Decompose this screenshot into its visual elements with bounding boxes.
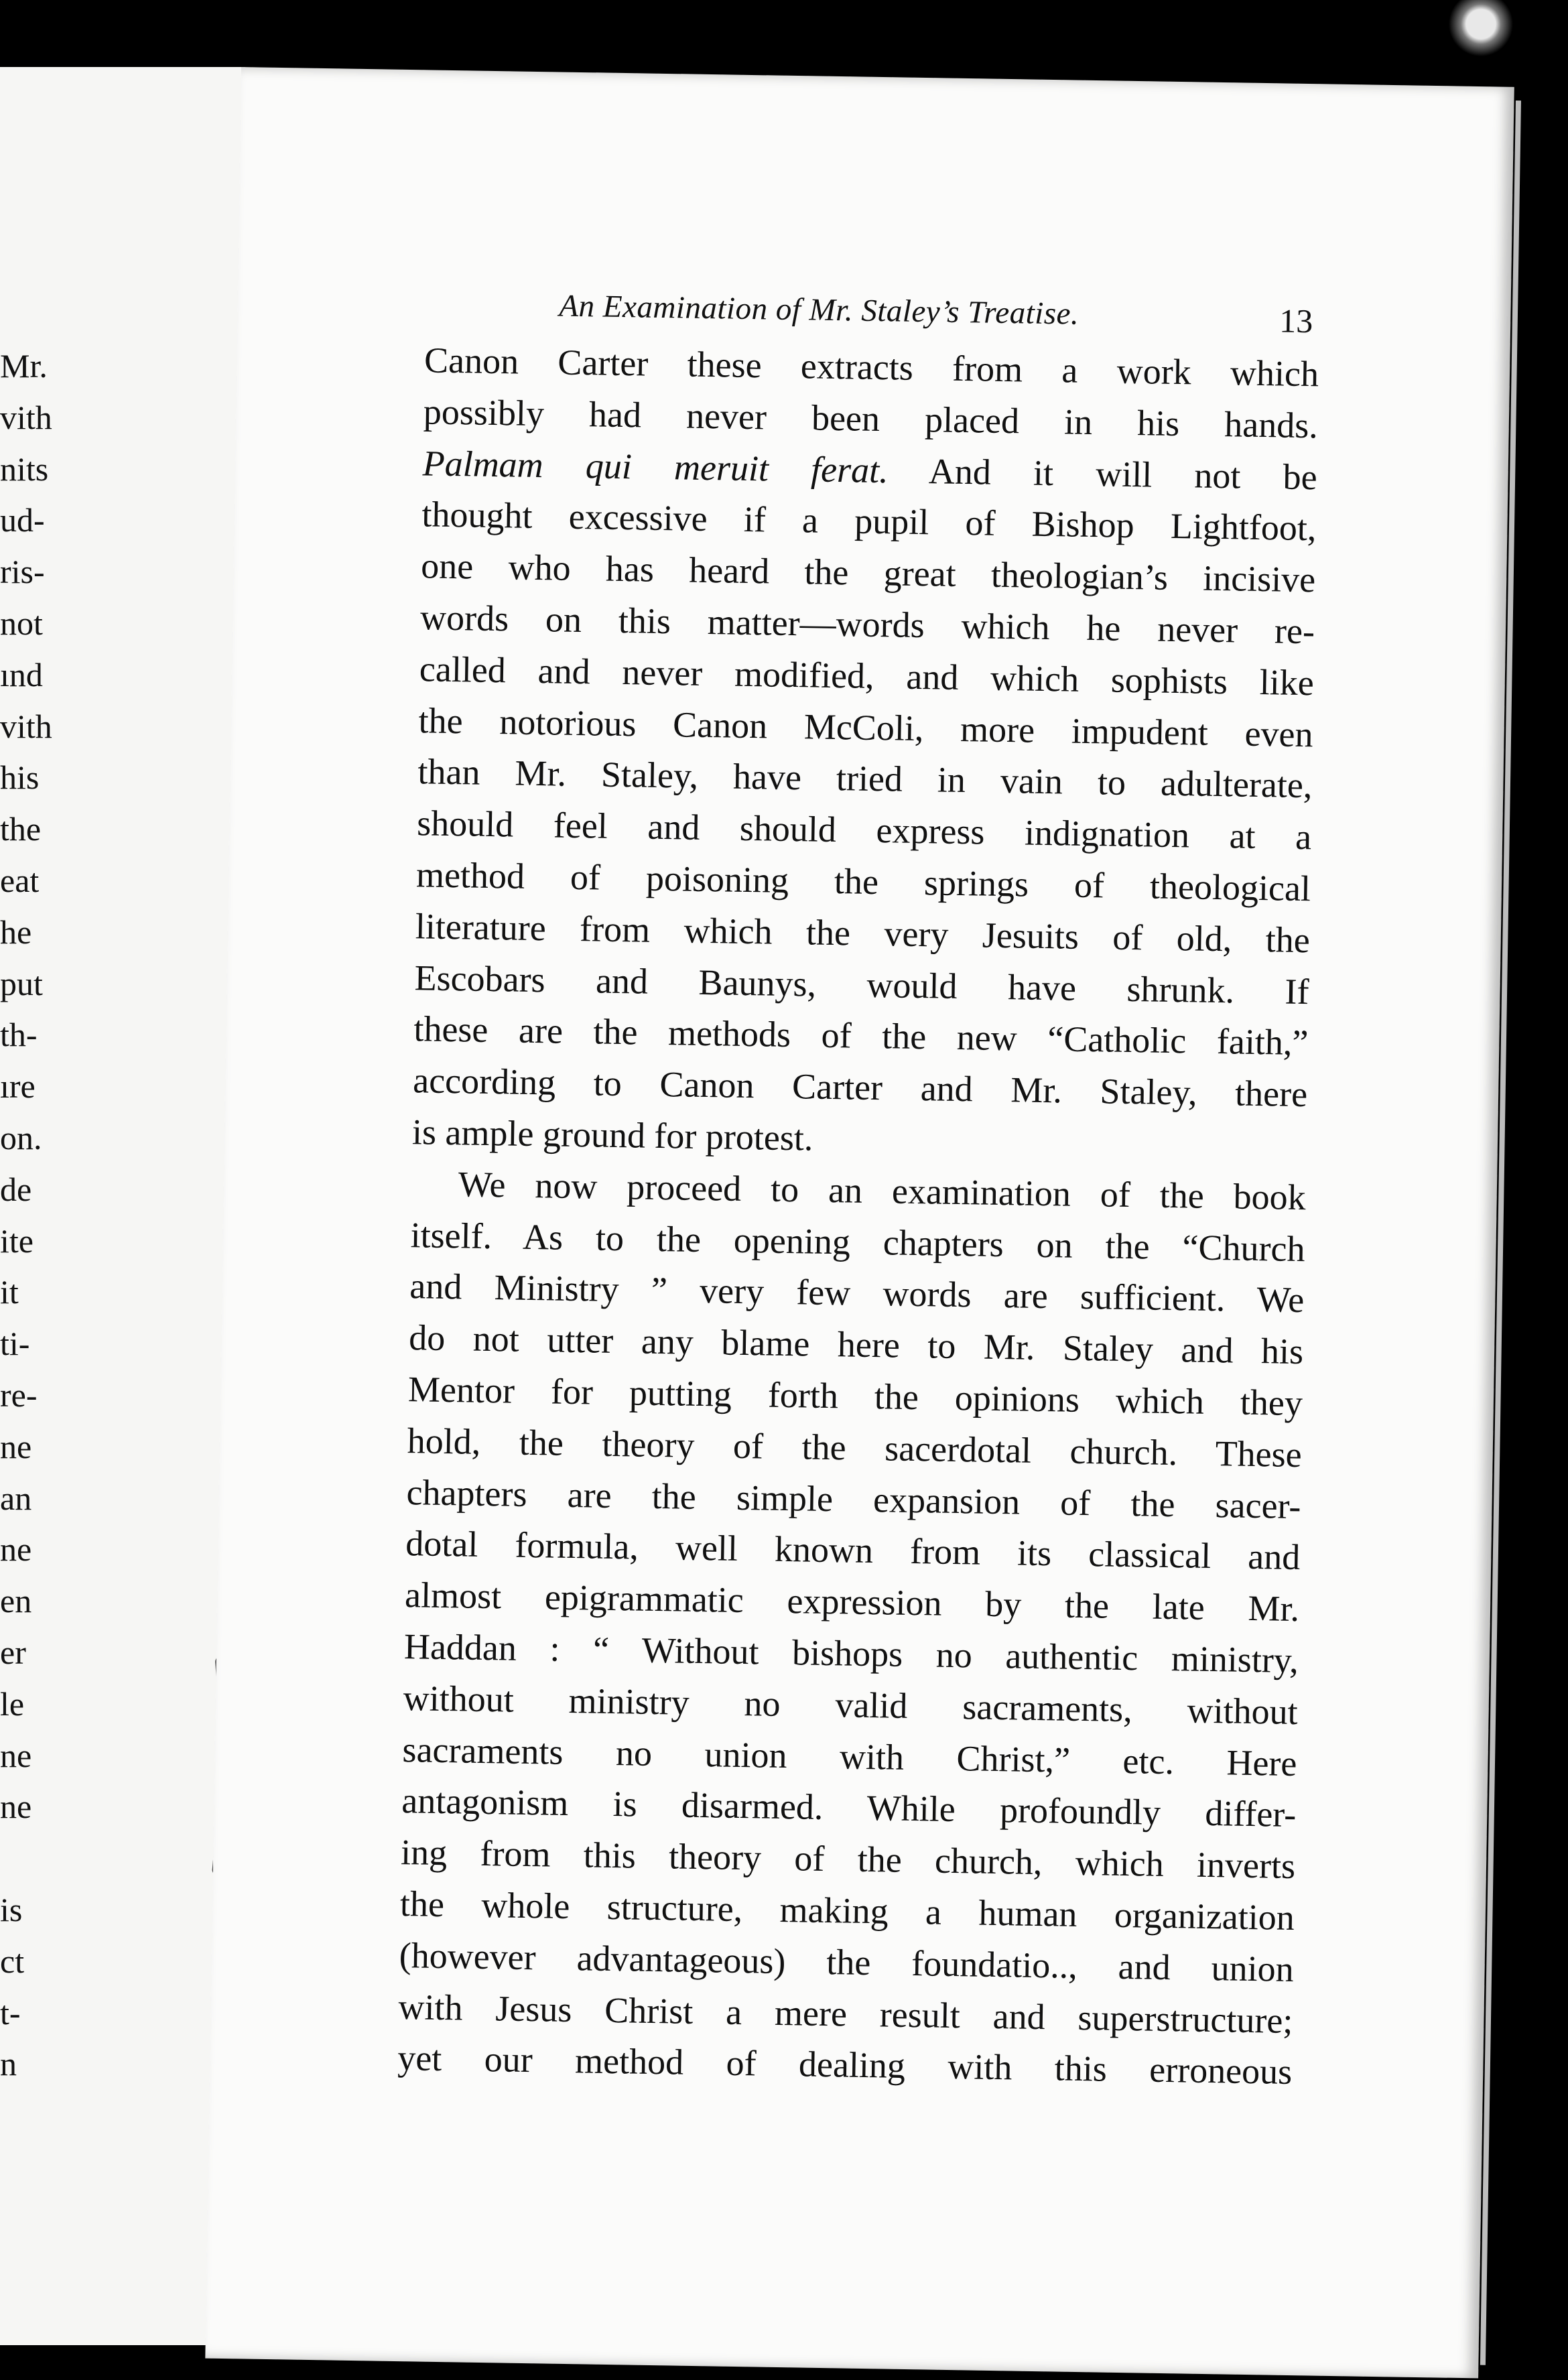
text-line-content: the notorious Canon McColi, more impudent even [418, 700, 1314, 754]
text-line-content: sacraments no union with Christ,” etc. Here [402, 1729, 1297, 1784]
text-line-content: literature from which the very Jesuits of old, the [415, 906, 1311, 960]
text-line-content: is ample ground for protest. [411, 1112, 813, 1159]
facing-page-fragment: ti- [0, 1325, 30, 1363]
text-line-content: itself. As to the opening chapters on the “Church [410, 1214, 1305, 1269]
text-line-content: according to Canon Carter and Mr. Staley, there [412, 1060, 1308, 1115]
facing-page-fragment: en [0, 1582, 32, 1620]
facing-page-fragment: on. [0, 1118, 42, 1156]
facing-page-fragment: le [0, 1684, 25, 1723]
text-line-content: with Jesus Christ a mere result and superstructure; [398, 1986, 1293, 2041]
facing-page-fragment: ne [0, 1788, 32, 1826]
text-line-content: Canon Carter these extracts from a work which [423, 340, 1319, 395]
text-line-content: and Ministry ” very few words are sufficient. We [409, 1266, 1305, 1321]
text-line-content: called and never modified, and which sophists like [419, 649, 1315, 704]
text-line-content: dotal formula, well known from its classical and [405, 1523, 1301, 1578]
text-line-content: (however advantageous) the foundatio.., and union [399, 1934, 1295, 1989]
facing-page-fragment: ud- [0, 501, 45, 539]
text-line-content: the whole structure, making a human organization [399, 1883, 1295, 1938]
text-line-content: Haddan : “ Without bishops no authentic ministry, [403, 1626, 1299, 1680]
text-line-content: ing from this theory of the church, which inverts [400, 1832, 1296, 1887]
text-line-content: words on this matter—words which he never re- [419, 597, 1315, 652]
text-line-content: hold, the theory of the sacerdotal church. These [407, 1420, 1303, 1475]
facing-page-fragment: ıre [0, 1067, 36, 1106]
page-number: 13 [1279, 302, 1313, 340]
text-line-content: thought excessive if a pupil of Bishop Lightfoot, [421, 494, 1317, 549]
facing-page-fragment: Mr. [0, 347, 48, 385]
body-text [397, 334, 1319, 2098]
facing-page-fragment: n [0, 2045, 17, 2083]
text-line-content: And it will not be [888, 450, 1318, 497]
text-line-content: Escobars and Baunys, would have shrunk. If [414, 957, 1309, 1012]
facing-page-fragment: ris- [0, 553, 45, 591]
facing-page-fragment: t- [0, 1993, 21, 2032]
facing-page-fragment: vith [0, 398, 52, 436]
text-line-content: chapters are the simple expansion of the sacer- [406, 1471, 1301, 1526]
facing-page-line-fragments [0, 340, 52, 2090]
facing-page-fragment: put [0, 964, 43, 1002]
facing-page-fragment [0, 1833, 52, 1884]
facing-page-fragment: an [0, 1479, 32, 1517]
facing-page-fragment: ne [0, 1530, 32, 1569]
facing-page-fragment: de [0, 1170, 32, 1208]
scan-speck [1441, 0, 1521, 60]
facing-page-fragment: eat [0, 861, 40, 899]
text-line-content: without ministry no valid sacraments, without [403, 1677, 1299, 1732]
facing-page-fragment: his [0, 758, 40, 797]
facing-page-fragment: it [0, 1273, 19, 1311]
text-line-content: than Mr. Staley, have tried in vain to adulterate, [417, 751, 1313, 806]
facing-page-fragment: is [0, 1890, 23, 1928]
facing-page-fragment: ınd [0, 655, 43, 693]
book-page [205, 67, 1514, 2378]
italic-phrase: Palmam qui meruit ferat. [422, 442, 889, 490]
text-line-content: We now proceed to an examination of the book [458, 1164, 1307, 1217]
text-line-content: method of poisoning the springs of theological [415, 854, 1311, 909]
facing-page-fragment: nits [0, 450, 49, 488]
text-line-content: these are the methods of the new “Catholic faith,” [413, 1008, 1309, 1063]
facing-page-fragment: vith [0, 707, 52, 745]
text-line-content: almost epigrammatic expression by the late Mr. [404, 1575, 1300, 1630]
facing-page-fragment: not [0, 604, 43, 642]
facing-page-fragment: ne [0, 1736, 32, 1774]
text-line-content: should feel and should express indignation at a [416, 803, 1312, 858]
facing-page-fragment: ite [0, 1221, 34, 1260]
text-line-content: one who has heard the great theologian’s incisive [420, 545, 1316, 600]
text-line-content: yet our method of dealing with this erroneous [397, 2038, 1293, 2093]
facing-page-fragment: the [0, 810, 42, 848]
facing-page-fragment: re- [0, 1376, 38, 1414]
facing-page-fragment: ne [0, 1427, 32, 1465]
running-head: An Examination of Mr. Staley’s Treatise. [559, 288, 1080, 332]
facing-page-fragment: he [0, 913, 32, 951]
text-line-content: do not utter any blame here to Mr. Staley and his [408, 1317, 1304, 1372]
facing-page-fragment: er [0, 1633, 26, 1671]
facing-page [0, 67, 245, 2345]
text-line-content: antagonism is disarmed. While profoundly differ- [401, 1780, 1297, 1835]
facing-page-fragment: ct [0, 1942, 25, 1980]
text-line-content: possibly had never been placed in his hands. [423, 391, 1319, 446]
facing-page-fragment: th- [0, 1016, 38, 1054]
text-line-content: Mentor for putting forth the opinions which they [407, 1369, 1303, 1424]
